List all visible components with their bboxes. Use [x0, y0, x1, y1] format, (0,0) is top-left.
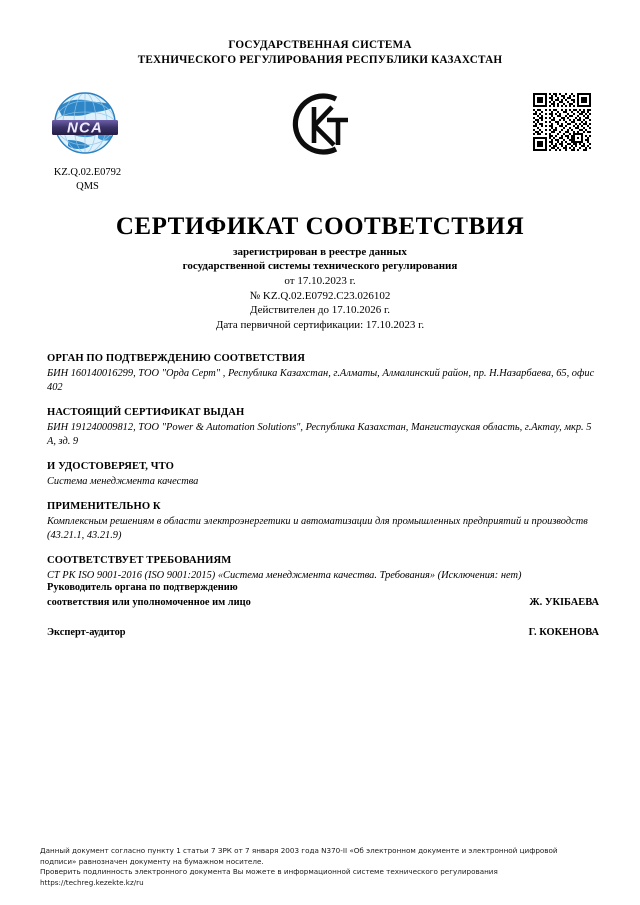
section-label: НАСТОЯЩИЙ СЕРТИФИКАТ ВЫДАН — [47, 407, 245, 418]
nca-globe-logo-icon — [46, 90, 124, 158]
page-title: СЕРТИФИКАТ СООТВЕТСТВИЯ — [115, 213, 525, 240]
signature-role — [47, 625, 126, 640]
section-scope — [47, 500, 599, 543]
signature-role-line-2: соответствия или уполномоченное им лицо — [47, 597, 251, 608]
document-footer — [40, 846, 606, 888]
section-label: И УДОСТОВЕРЯЕТ, ЧТО — [47, 461, 175, 472]
section-value: БИН 160140016299, ТОО "Орда Серт" , Республика Казахстан, г.Алматы, Алмалинский район, пр. Н.Назарбаева, 65, офис 402 — [47, 368, 595, 393]
section-certification-body — [47, 352, 599, 395]
section-value: БИН 191240009812, ТОО "Power & Automation Solutions", Республика Казахстан, Мангистауская область, г.Актау, мкр. 5 А, зд. 9 — [47, 422, 592, 447]
header-line-2: ТЕХНИЧЕСКОГО РЕГУЛИРОВАНИЯ РЕСПУБЛИКИ КАЗАХСТАН — [137, 54, 503, 66]
section-label: ОРГАН ПО ПОДТВЕРЖДЕНИЮ СООТВЕТСТВИЯ — [47, 353, 305, 364]
signature-role-line-1: Руководитель органа по подтверждению — [47, 582, 238, 593]
issue-date: от 17.10.2023 г. — [284, 275, 356, 287]
signature-role — [47, 580, 251, 610]
section-value: Система менеджмента качества — [47, 476, 199, 487]
certificate-body — [47, 352, 599, 594]
document-header — [0, 38, 640, 68]
valid-until: Действителен до 17.10.2026 г. — [250, 304, 390, 316]
signature-block — [47, 580, 599, 640]
signature-row-head-of-body — [47, 580, 599, 610]
section-value: СТ РК ISO 9001-2016 (ISO 9001:2015) «Система менеджмента качества. Требования» (Исключения: нет) — [47, 570, 522, 581]
title-subtitle-1: зарегистрирован в реестре данных — [233, 246, 407, 258]
conformity-mark-icon — [287, 88, 357, 160]
section-label: ПРИМЕНИТЕЛЬНО К — [47, 501, 161, 512]
qr-code-icon — [533, 93, 591, 151]
title-subtitle-2: государственной системы технического регулирования — [182, 260, 458, 272]
footer-line-1: Данный документ согласно пункту 1 статьи 7 ЗРК от 7 января 2003 года N370-II «Об электронном документе и электронной цифровой — [40, 846, 558, 855]
primary-certification-date: Дата первичной сертификации: 17.10.2023 г. — [215, 318, 425, 331]
svg-text:NCA: NCA — [66, 119, 104, 137]
header-line-1: ГОСУДАРСТВЕННАЯ СИСТЕМА — [228, 39, 412, 51]
section-certifies-that — [47, 460, 599, 489]
signature-name: Ж. УКІБАЕВА — [529, 597, 599, 608]
footer-line-2: подписи» равнозначен документу на бумажном носителе. — [40, 856, 264, 866]
certificate-number: № KZ.Q.02.E0792.C23.026102 — [249, 289, 391, 302]
certificate-meta — [0, 274, 640, 332]
verification-url[interactable]: https://techreg.kezekte.kz/ru — [40, 877, 144, 887]
footer-line-3: Проверить подлинность электронного документа Вы можете в информационной системе технического регулирования — [40, 867, 498, 877]
title-block — [0, 212, 640, 332]
accreditation-code: KZ.Q.02.E0792 — [53, 167, 122, 178]
section-certificate-holder — [47, 406, 599, 449]
emblem-row — [0, 88, 640, 192]
signature-name: Г. КОКЕНОВА — [528, 627, 599, 638]
signature-role-line-1: Эксперт-аудитор — [47, 627, 126, 638]
accreditation-code-block — [10, 166, 165, 194]
section-standard-requirements — [47, 554, 599, 583]
accreditation-scheme: QMS — [76, 181, 99, 192]
section-label: СООТВЕТСТВУЕТ ТРЕБОВАНИЯМ — [47, 555, 232, 566]
signature-row-expert-auditor — [47, 625, 599, 640]
section-value: Комплексным решениям в области электроэнергетики и автоматизации для промышленных предприятий и производств (43.21.1, 43.21.9) — [47, 516, 588, 541]
